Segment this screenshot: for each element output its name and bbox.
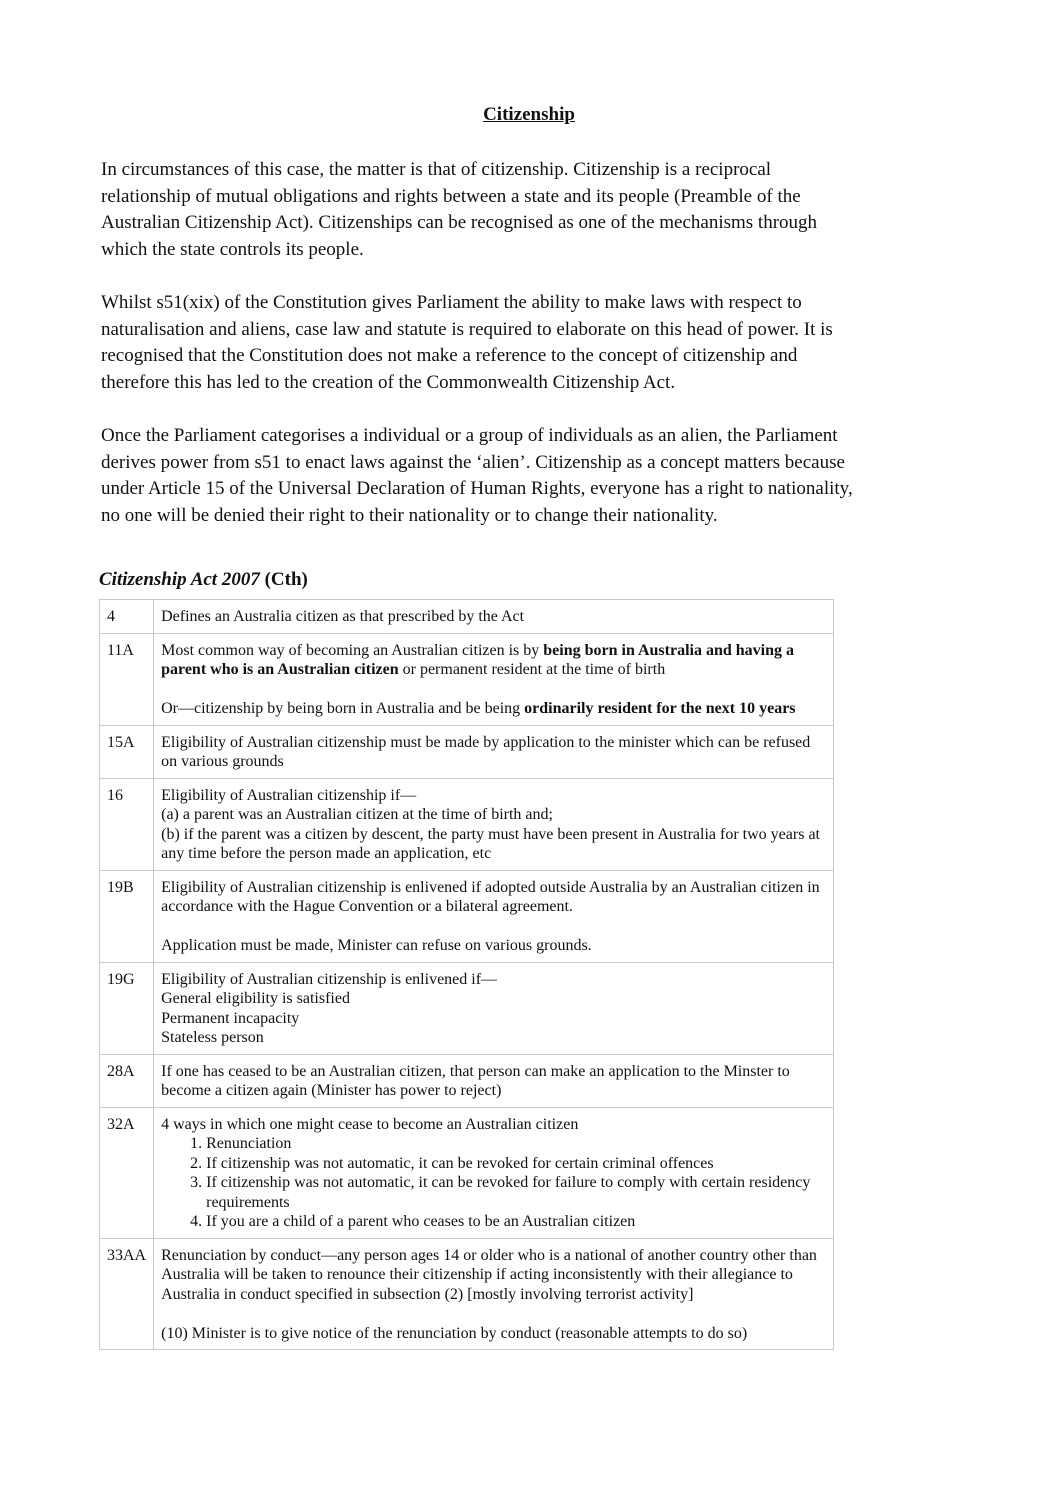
section-number: 4 [100,600,154,634]
paragraph-line: Australian Citizenship Act). Citizenships can be recognised as one of the mechanisms through [101,212,818,233]
table-row [100,633,834,725]
description-line: Eligibility of Australian citizenship if— [161,786,417,804]
description-line: Eligibility of Australian citizenship is enlivened if— [161,970,498,988]
table-row [100,1238,834,1350]
bold-text-run: ordinarily resident for the next 10 years [524,700,796,717]
section-number: 16 [100,778,154,870]
act-heading [99,569,308,591]
description-line: Permanent incapacity [161,1009,300,1027]
description-text: Eligibility of Australian citizenship is enlivened if adopted outside Australia by an Australian citizen in accordance with the Hague Convention or a bilateral agreement. [161,878,820,915]
section-description [154,778,834,870]
paragraph-line: naturalisation and aliens, case law and statute is required to elaborate on this head of power. It is [101,318,833,340]
paragraph-line: which the state controls its people. [101,238,364,260]
list-item: 3. If citizenship was not automatic, it can be revoked for failure to comply with certain residency requirements [206,1173,826,1212]
description-text [161,641,826,680]
paragraph-line: under Article 15 of the Universal Declaration of Human Rights, everyone has a right to nationality, [101,478,853,499]
paragraph-line: In circumstances of this case, the matter is that of citizenship. Citizenship is a reciprocal [101,159,772,180]
bold-text-run: being born in Australia and having a parent who is an Australian citizen [161,641,795,678]
description-text: Renunciation by conduct—any person ages 14 or older who is a national of another country other than Australia will be taken to renounce their citizenship if acting inconsistently with their allegiance to Australia in conduct specified in subsection (2) [mostly involving terrorist activity] [161,1246,817,1303]
description-line: 4 ways in which one might cease to become an Australian citizen [161,1115,579,1133]
description-text: If one has ceased to be an Australian citizen, that person can make an application to the Minster to become a citizen again (Minister has power to reject) [161,1062,790,1099]
sections-table [99,599,834,1350]
page-title: Citizenship [483,104,575,125]
description-text: Defines an Australia citizen as that prescribed by the Act [161,608,525,625]
section-description [154,1238,834,1350]
paragraph-line: Whilst s51(xix) of the Constitution gives Parliament the ability to make laws with respect to [101,292,802,313]
section-number: 11A [100,633,154,725]
text-run: Or—citizenship by being born in Australia and be being [161,700,525,717]
description-text [161,699,826,719]
text-run: Most common way of becoming an Australian citizen is by [161,641,544,659]
description-line: (a) a parent was an Australian citizen at the time of birth and; [161,806,553,823]
description-text: Application must be made, Minister can refuse on various grounds. [161,937,592,954]
list-item: 2. If citizenship was not automatic, it can be revoked for certain criminal offences [206,1154,826,1174]
table-row [100,725,834,778]
paragraph-constitution [101,290,961,396]
numbered-list [161,1134,826,1232]
description-text: (10) Minister is to give notice of the renunciation by conduct (reasonable attempts to do so) [161,1324,748,1342]
list-item: 1. Renunciation [206,1134,826,1154]
table-row [100,600,834,634]
section-number: 19G [100,962,154,1054]
section-description [154,600,834,634]
section-number: 28A [100,1054,154,1107]
paragraph-line: therefore this has led to the creation of the Commonwealth Citizenship Act. [101,371,676,393]
table-row [100,1054,834,1107]
section-description [154,962,834,1054]
act-name: Citizenship Act 2007 [99,569,260,590]
section-number: 33AA [100,1238,154,1350]
section-description [154,633,834,725]
description-line: Stateless person [161,1029,264,1046]
section-number: 32A [100,1107,154,1238]
paragraph-line: recognised that the Constitution does not make a reference to the concept of citizenship and [101,345,798,366]
description-text: Eligibility of Australian citizenship must be made by application to the minister which can be refused on various grounds [161,733,811,770]
paragraph-line: derives power from s51 to enact laws against the ‘alien’. Citizenship as a concept matters because [101,451,845,473]
section-description [154,1054,834,1107]
section-description [154,870,834,962]
section-description [154,725,834,778]
paragraph-line: relationship of mutual obligations and rights between a state and its people (Preamble of the [101,185,801,207]
text-run: or permanent resident at the time of birth [398,661,666,678]
section-description [154,1107,834,1238]
paragraph-line: Once the Parliament categorises a individual or a group of individuals as an alien, the Parliament [101,425,838,446]
section-number: 19B [100,870,154,962]
list-item: 4. If you are a child of a parent who ceases to be an Australian citizen [206,1212,826,1232]
paragraph-citizenship-intro [101,157,961,263]
table-row [100,962,834,1054]
table-row [100,1107,834,1238]
paragraph-aliens [101,423,961,529]
table-row [100,870,834,962]
act-jurisdiction: (Cth) [259,569,308,590]
section-number: 15A [100,725,154,778]
description-line: General eligibility is satisfied [161,990,350,1007]
paragraph-line: no one will be denied their right to their nationality or to change their nationality. [101,504,718,526]
description-line: (b) if the parent was a citizen by descent, the party must have been present in Australia for two years at any time before the person made an application, etc [161,825,820,862]
table-row [100,778,834,870]
